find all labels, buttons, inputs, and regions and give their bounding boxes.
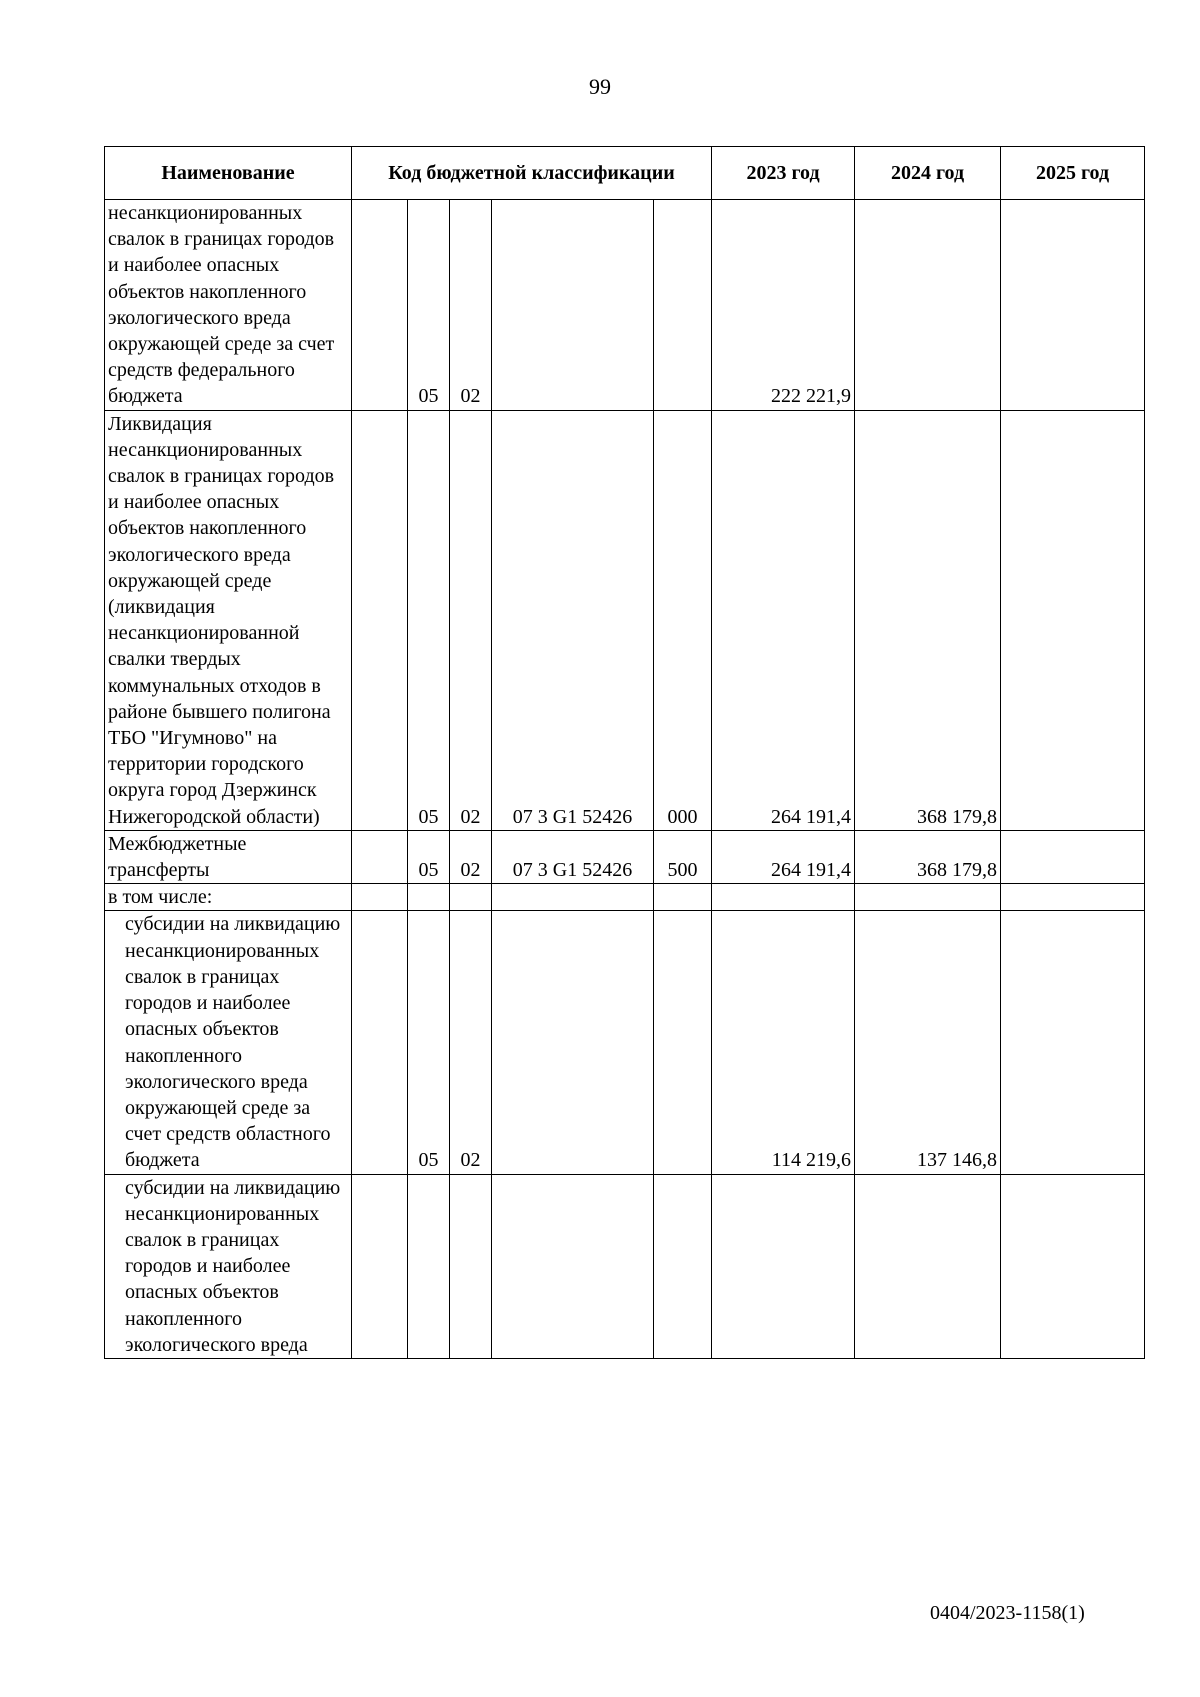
- code-expense-type-cell: [654, 884, 712, 911]
- header-row: [105, 147, 1145, 200]
- code-section-cell: 05: [408, 410, 450, 830]
- table-row: [105, 1174, 1145, 1358]
- amount-2024-cell: 137 146,8: [855, 911, 1001, 1174]
- code-subsection-cell: 02: [450, 410, 492, 830]
- amount-2024-cell: 368 179,8: [855, 830, 1001, 883]
- amount-2023-cell: [712, 884, 855, 911]
- header-name: Наименование: [105, 147, 352, 200]
- header-2024: 2024 год: [855, 147, 1001, 200]
- table-row: [105, 410, 1145, 830]
- amount-2023-cell: 264 191,4: [712, 410, 855, 830]
- header-2025: 2025 год: [1001, 147, 1145, 200]
- table-row: [105, 830, 1145, 883]
- amount-2025-cell: [1001, 1174, 1145, 1358]
- amount-2024-cell: [855, 884, 1001, 911]
- header-code: Код бюджетной классификации: [352, 147, 712, 200]
- code-section-cell: 05: [408, 830, 450, 883]
- name-cell: Ликвидация несанкционированных свалок в границах городов и наиболее опасных объектов накопленного экологического вреда окружающей среде (ликвидация несанкционированной свалки твердых коммунальных отходов в районе бывшего полигона ТБО "Игумново" на территории городского округа город Дзержинск Нижегородской области): [105, 410, 352, 830]
- amount-2025-cell: [1001, 884, 1145, 911]
- code-expense-type-cell: 000: [654, 410, 712, 830]
- code-expense-type-cell: [654, 200, 712, 411]
- code-cell-1: [352, 911, 408, 1174]
- code-cell-1: [352, 884, 408, 911]
- code-target-article-cell: [492, 200, 654, 411]
- code-section-cell: [408, 884, 450, 911]
- code-section-cell: 05: [408, 200, 450, 411]
- code-expense-type-cell: [654, 911, 712, 1174]
- table-row: [105, 884, 1145, 911]
- code-target-article-cell: [492, 911, 654, 1174]
- code-target-article-cell: 07 3 G1 52426: [492, 830, 654, 883]
- code-section-cell: [408, 1174, 450, 1358]
- amount-2024-cell: [855, 200, 1001, 411]
- name-cell: субсидии на ликвидацию несанкционированных свалок в границах городов и наиболее опасных объектов накопленного экологического вреда: [105, 1174, 352, 1358]
- code-cell-1: [352, 1174, 408, 1358]
- code-subsection-cell: 02: [450, 911, 492, 1174]
- code-cell-1: [352, 830, 408, 883]
- document-code: 0404/2023-1158(1): [930, 1602, 1085, 1624]
- header-2023: 2023 год: [712, 147, 855, 200]
- amount-2023-cell: [712, 1174, 855, 1358]
- amount-2025-cell: [1001, 200, 1145, 411]
- code-cell-1: [352, 410, 408, 830]
- amount-2023-cell: 222 221,9: [712, 200, 855, 411]
- code-target-article-cell: [492, 1174, 654, 1358]
- page-number: 99: [589, 74, 611, 99]
- code-target-article-cell: 07 3 G1 52426: [492, 410, 654, 830]
- amount-2023-cell: 114 219,6: [712, 911, 855, 1174]
- budget-table: [104, 146, 1145, 1359]
- code-subsection-cell: [450, 1174, 492, 1358]
- name-cell: несанкционированных свалок в границах городов и наиболее опасных объектов накопленного экологического вреда окружающей среде за счет средств федерального бюджета: [105, 200, 352, 411]
- name-cell: Межбюджетные трансферты: [105, 830, 352, 883]
- amount-2025-cell: [1001, 830, 1145, 883]
- code-target-article-cell: [492, 884, 654, 911]
- code-subsection-cell: [450, 884, 492, 911]
- code-section-cell: 05: [408, 911, 450, 1174]
- amount-2023-cell: 264 191,4: [712, 830, 855, 883]
- table-row: [105, 200, 1145, 411]
- name-cell: субсидии на ликвидацию несанкционированных свалок в границах городов и наиболее опасных объектов накопленного экологического вреда окружающей среде за счет средств областного бюджета: [105, 911, 352, 1174]
- amount-2025-cell: [1001, 410, 1145, 830]
- code-subsection-cell: 02: [450, 830, 492, 883]
- code-cell-1: [352, 200, 408, 411]
- table-row: [105, 911, 1145, 1174]
- amount-2024-cell: [855, 1174, 1001, 1358]
- code-subsection-cell: 02: [450, 200, 492, 411]
- amount-2024-cell: 368 179,8: [855, 410, 1001, 830]
- amount-2025-cell: [1001, 911, 1145, 1174]
- code-expense-type-cell: [654, 1174, 712, 1358]
- code-expense-type-cell: 500: [654, 830, 712, 883]
- name-cell: в том числе:: [105, 884, 352, 911]
